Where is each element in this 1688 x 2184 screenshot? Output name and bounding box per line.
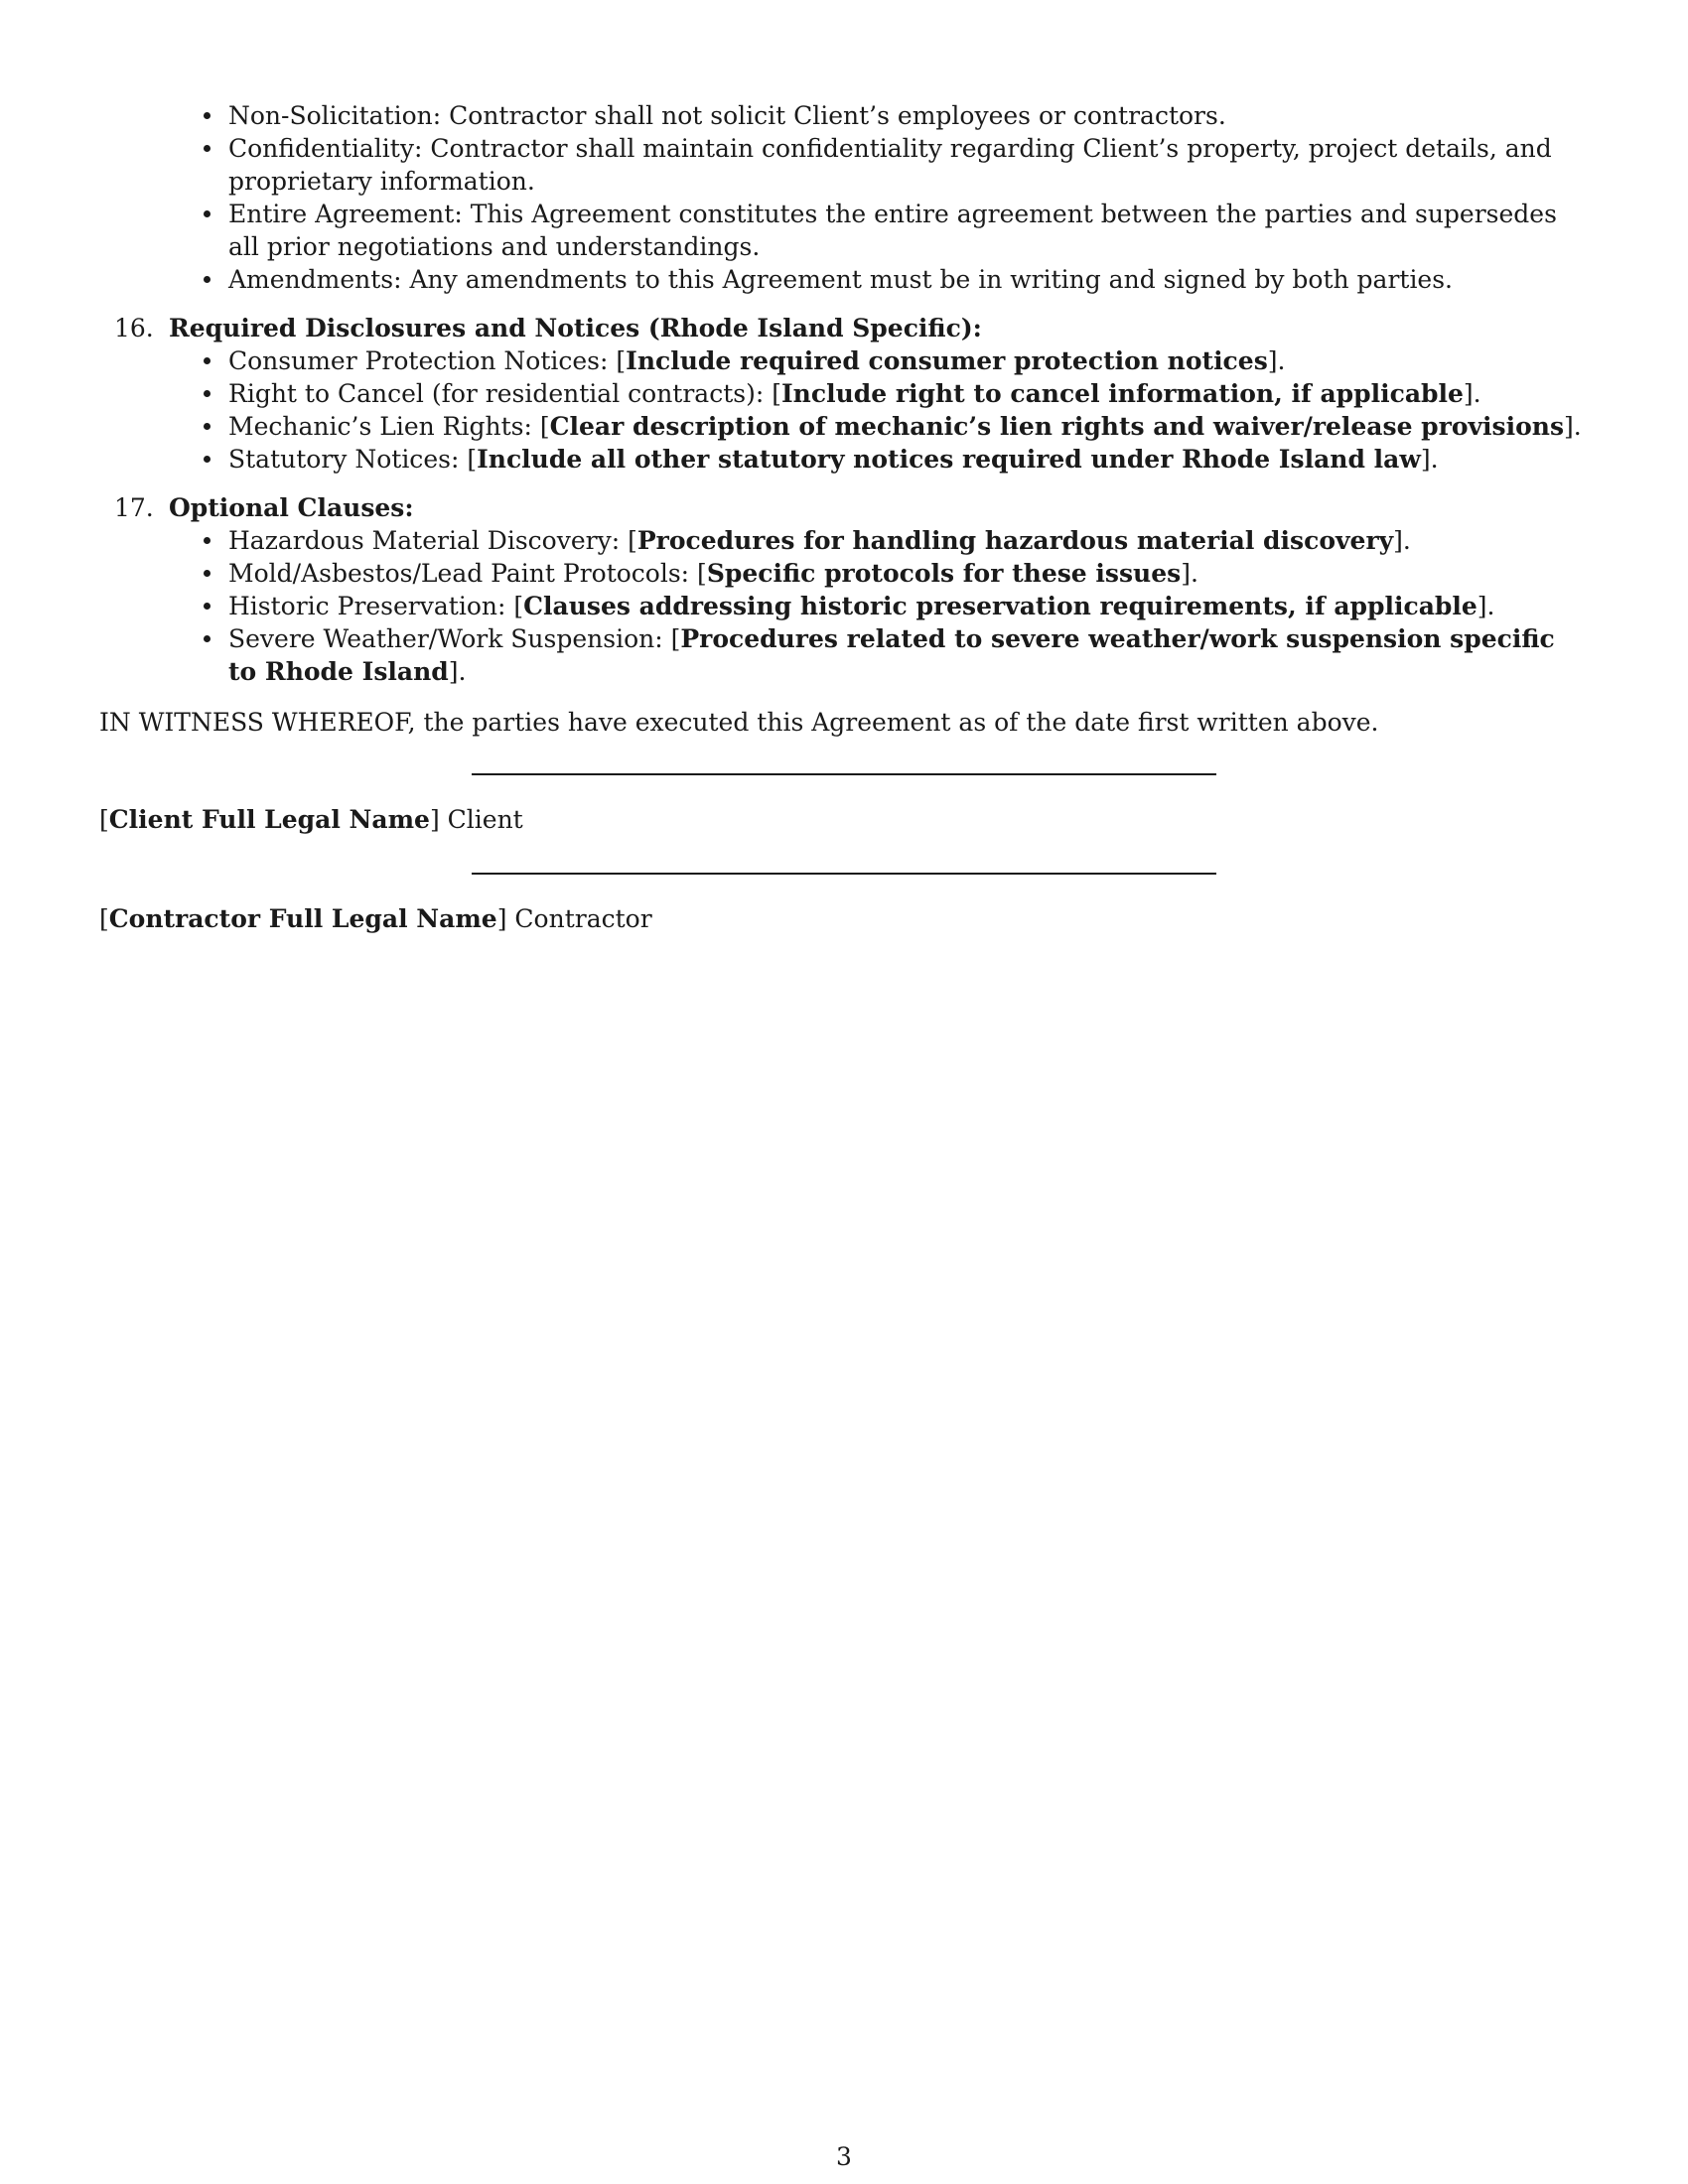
item-label: Mechanic’s Lien Rights: <box>228 412 540 441</box>
signatory-name: [Client Full Legal Name] Client <box>99 805 523 834</box>
placeholder-text: Include all other statutory notices required under Rhode Island law <box>477 445 1421 474</box>
signatory-role: Client <box>447 805 523 834</box>
list-item <box>228 132 1589 198</box>
signatory-role: Contractor <box>514 904 652 933</box>
document-page <box>99 99 1589 947</box>
list-item <box>228 263 1589 296</box>
section-title: Required Disclosures and Notices (Rhode Island Specific): <box>169 314 982 342</box>
top-bullet-list <box>99 99 1589 296</box>
bullet-text: Entire Agreement: This Agreement constitutes the entire agreement between the parties and supersedes all prior negotiations and understandings. <box>228 200 1557 261</box>
section-number: 16. <box>114 314 154 342</box>
list-item: Historic Preservation: [Clauses addressing historic preservation requirements, if applicable]. <box>228 590 1589 622</box>
item-label: Historic Preservation: <box>228 592 514 620</box>
placeholder-text: Clear description of mechanic’s lien rights and waiver/release provisions <box>549 412 1565 441</box>
item-label: Mold/Asbestos/Lead Paint Protocols: <box>228 559 698 588</box>
item-label: Right to Cancel (for residential contracts): <box>228 379 773 408</box>
section-title: Optional Clauses: <box>169 493 414 522</box>
list-item: Statutory Notices: [Include all other statutory notices required under Rhode Island law]. <box>228 443 1589 476</box>
bullet-text: Non-Solicitation: Contractor shall not solicit Client’s employees or contractors. <box>228 101 1226 130</box>
page-number: 3 <box>836 2142 852 2171</box>
item-label: Hazardous Material Discovery: <box>228 526 629 555</box>
section-17 <box>99 491 1589 524</box>
signatory-name: [Contractor Full Legal Name] Contractor <box>99 904 652 933</box>
placeholder-text: Include right to cancel information, if applicable <box>780 379 1464 408</box>
witness-clause: IN WITNESS WHEREOF, the parties have executed this Agreement as of the date first written above. <box>99 708 1379 737</box>
list-item <box>228 99 1589 132</box>
placeholder-text: Include required consumer protection notices <box>626 346 1268 375</box>
item-label: Consumer Protection Notices: <box>228 346 617 375</box>
list-item: Mold/Asbestos/Lead Paint Protocols: [Specific protocols for these issues]. <box>228 557 1589 590</box>
section-number: 17. <box>114 493 154 522</box>
bullet-text: Amendments: Any amendments to this Agreement must be in writing and signed by both parties. <box>228 265 1454 294</box>
name-placeholder: Contractor Full Legal Name <box>108 904 497 933</box>
client-signature-block <box>99 749 1589 848</box>
placeholder-text: Specific protocols for these issues <box>706 559 1182 588</box>
signature-line <box>472 873 1216 875</box>
placeholder-text: Procedures for handling hazardous material discovery <box>636 526 1394 555</box>
signature-line <box>472 773 1216 775</box>
list-item: Mechanic’s Lien Rights: [Clear description of mechanic’s lien rights and waiver/release provisions]. <box>228 410 1589 443</box>
item-label: Severe Weather/Work Suspension: <box>228 624 671 653</box>
list-item <box>228 198 1589 263</box>
list-item: Severe Weather/Work Suspension: [Procedures related to severe weather/work suspension specific to Rhode Island]. <box>228 622 1589 688</box>
item-label: Statutory Notices: <box>228 445 468 474</box>
list-item: Hazardous Material Discovery: [Procedures for handling hazardous material discovery]. <box>228 524 1589 557</box>
section-16 <box>99 312 1589 344</box>
list-item: Consumer Protection Notices: [Include required consumer protection notices]. <box>228 344 1589 377</box>
section-17-list <box>99 524 1589 688</box>
placeholder-text: Clauses addressing historic preservation requirements, if applicable <box>523 592 1477 620</box>
placeholder-text: Procedures related to severe weather/work suspension specific to Rhode Island <box>228 624 1555 686</box>
name-placeholder: Client Full Legal Name <box>108 805 430 834</box>
list-item: Right to Cancel (for residential contracts): [Include right to cancel information, if applicable]. <box>228 377 1589 410</box>
section-16-list <box>99 344 1589 476</box>
bullet-text: Confidentiality: Contractor shall maintain confidentiality regarding Client’s property, project details, and proprietary information. <box>228 134 1552 196</box>
contractor-signature-block <box>99 848 1589 947</box>
